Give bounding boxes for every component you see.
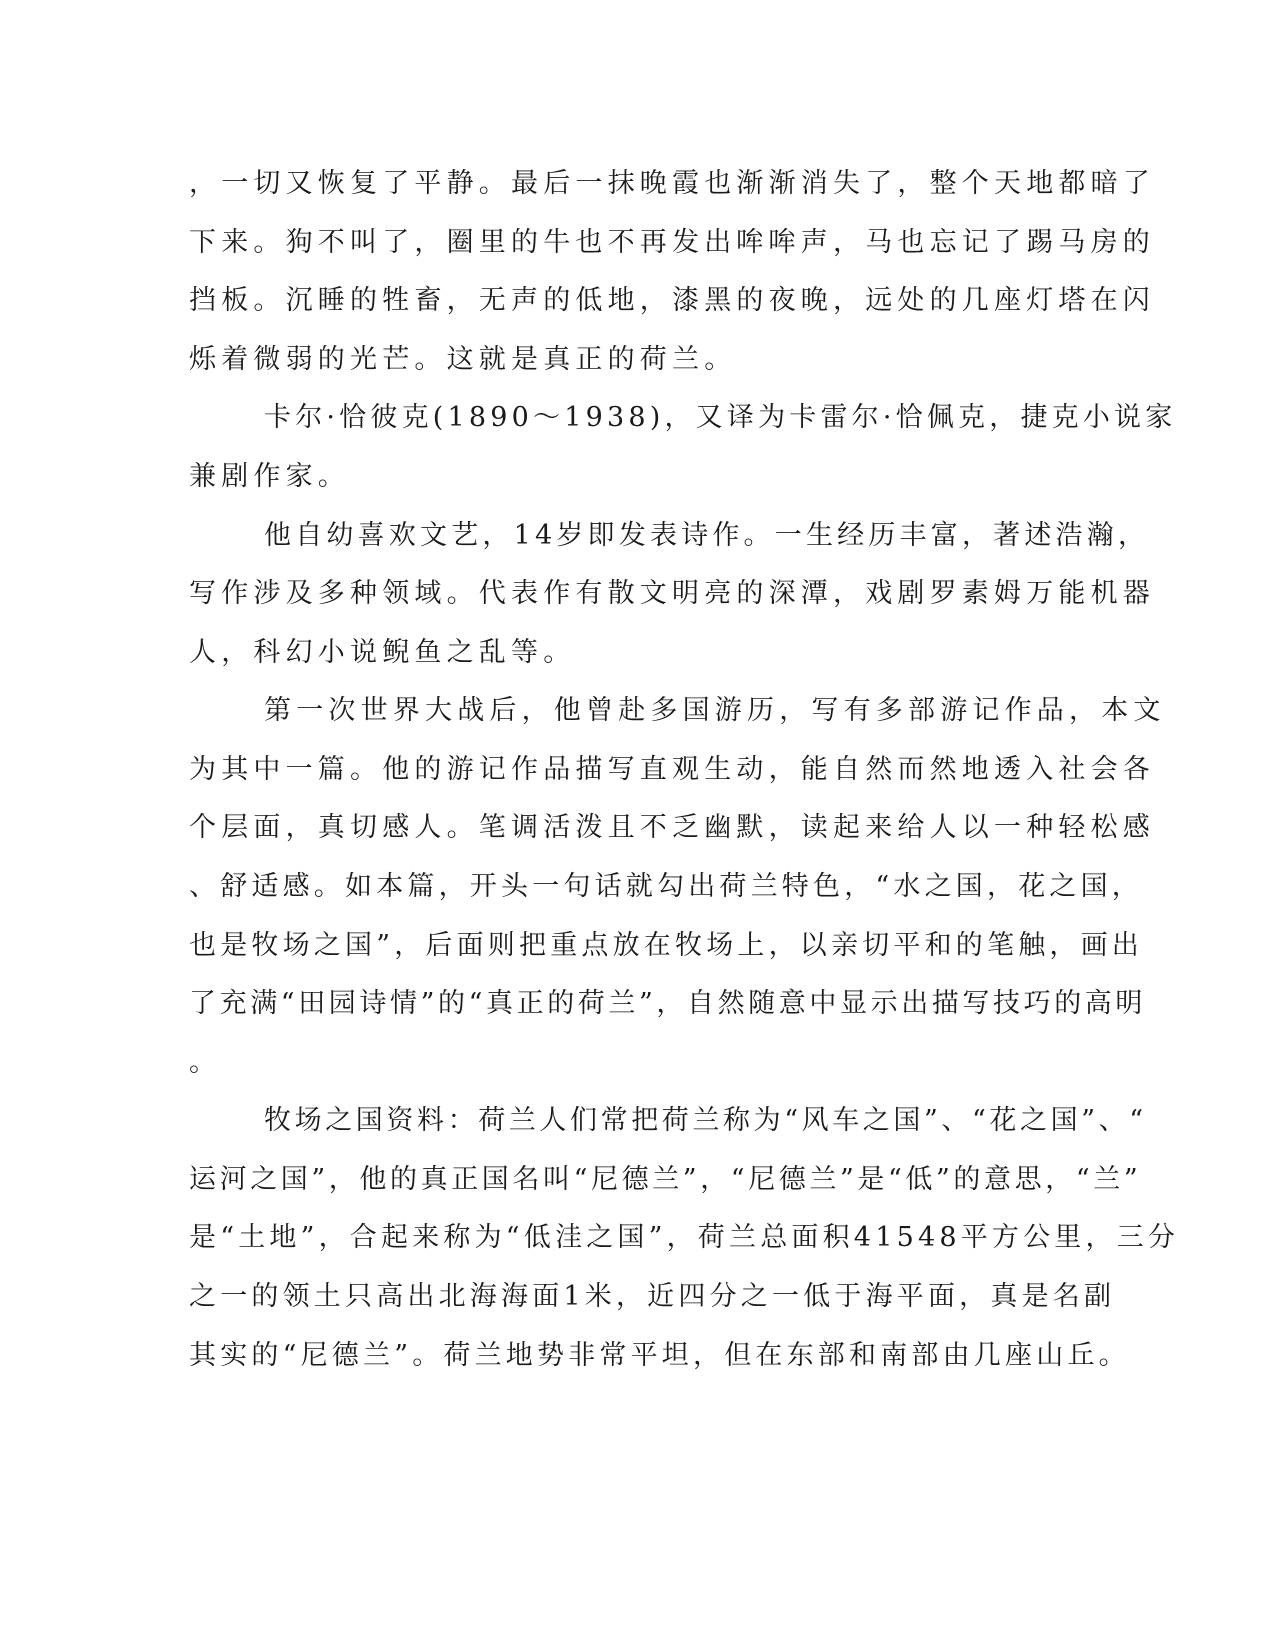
- text-line: 运河之国”，他的真正国名叫“尼德兰”，“尼德兰”是“低”的意思，“兰”: [189, 1164, 1142, 1195]
- text-line: 是“土地”，合起来称为“低洼之国”，荷兰总面积41548平方公里，三分: [189, 1222, 1180, 1253]
- text-line: 卡尔·恰彼克(1890～1938)，又译为卡雷尔·恰佩克，捷克小说家: [264, 402, 1177, 433]
- text-line: 他自幼喜欢文艺，14岁即发表诗作。一生经历丰富，著述浩瀚，: [264, 520, 1150, 551]
- text-line: 也是牧场之国”，后面则把重点放在牧场上，以亲切平和的笔触，画出: [189, 930, 1144, 961]
- text-line: 牧场之国资料：荷兰人们常把荷兰称为“风车之国”、“花之国”、“: [264, 1105, 1147, 1136]
- text-line: 写作涉及多种领域。代表作有散文明亮的深潭，戏剧罗素姆万能机器: [189, 578, 1155, 609]
- text-line: 人，科幻小说鲵鱼之乱等。: [189, 637, 576, 668]
- text-line: 下来。狗不叫了，圈里的牛也不再发出哞哞声，马也忘记了踢马房的: [189, 227, 1155, 258]
- text-line: ，一切又恢复了平静。最后一抹晚霞也渐渐消失了，整个天地都暗了: [189, 168, 1155, 199]
- text-line: 为其中一篇。他的游记作品描写直观生动，能自然而然地透入社会各: [189, 754, 1155, 785]
- text-line: 、舒适感。如本篇，开头一句话就勾出荷兰特色，“水之国，花之国，: [189, 871, 1144, 902]
- text-line: 。: [189, 1047, 222, 1078]
- text-line: 个层面，真切感人。笔调活泼且不乏幽默，读起来给人以一种轻松感: [189, 812, 1155, 843]
- text-line: 挡板。沉睡的牲畜，无声的低地，漆黑的夜晚，远处的几座灯塔在闪: [189, 285, 1155, 316]
- text-line: 烁着微弱的光芒。这就是真正的荷兰。: [189, 344, 737, 375]
- text-line: 兼剧作家。: [189, 461, 350, 492]
- text-line: 第一次世界大战后，他曾赴多国游历，写有多部游记作品，本文: [264, 695, 1166, 726]
- text-line: 其实的“尼德兰”。荷兰地势非常平坦，但在东部和南部由几座山丘。: [189, 1340, 1130, 1371]
- text-line: 了充满“田园诗情”的“真正的荷兰”，自然随意中显示出描写技巧的高明: [189, 988, 1147, 1019]
- text-line: 之一的领土只高出北海海面1米，近四分之一低于海平面，真是名副: [189, 1281, 1116, 1312]
